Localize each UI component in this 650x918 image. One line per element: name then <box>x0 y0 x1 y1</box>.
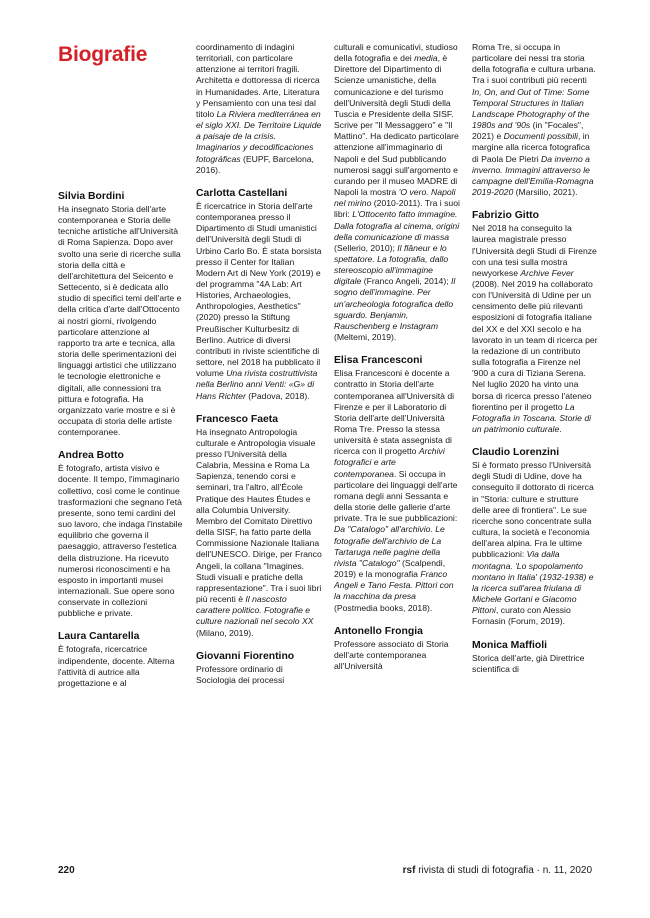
text-run: (2010-2011). Tra i suoi libri: <box>334 198 460 220</box>
journal-abbreviation: rsf <box>402 865 416 876</box>
author-name: Andrea Botto <box>58 450 124 462</box>
text-run: (Sellerio, 2010); <box>334 242 398 253</box>
bio-text <box>334 42 460 343</box>
column-3 <box>334 42 460 672</box>
italic-title: In, On, and Out of Time: Some Temporal Structures in Italian Landscape Photography of the 1980s and '90s <box>472 86 590 131</box>
text-run: (Meltemi, 2019). <box>334 332 397 343</box>
text-run: (Padova, 2018). <box>245 390 310 401</box>
column-4 <box>472 42 598 675</box>
italic-title: Archivi fotografici e arte contemporanea <box>334 446 445 479</box>
column-1 <box>58 42 184 689</box>
bio-text <box>472 653 598 675</box>
bio-entry <box>196 187 322 402</box>
author-name: Monica Maffioli <box>472 639 548 651</box>
text-run: (Postmedia books, 2018). <box>334 602 433 613</box>
text-run: Nel 2018 ha conseguito la laurea magistrale presso l'Università degli Studi di Firenze con una tesi sulla mostra newyorkese <box>472 223 597 278</box>
bio-text <box>58 463 184 619</box>
bio-text <box>196 664 322 686</box>
bio-entry <box>334 625 460 672</box>
italic-title: La Riviera mediterránea en el siglo XXI. De Territoire Liquide a paisaje de la crisis. Imaginarios y decodificaciones fotográficas <box>196 108 322 164</box>
text-run: È fotografa, ricercatrice indipendente, docente. Alterna l'attività di autrice alla progettazione e al <box>58 644 175 688</box>
italic-title: Da "Catalogo" all'archivio. Le fotografie dell'archivio de La Tartaruga nelle pagine della rivista "Catalogo" <box>334 524 445 568</box>
author-name: Claudio Lorenzini <box>472 447 560 459</box>
bio-entry <box>472 209 598 435</box>
journal-title: rivista di studi di fotografia · n. 11, 2020 <box>415 865 592 876</box>
text-run: coordinamento di indagini territoriali, con particolare attenzione ai territori fragili. Architetta e dottoressa di ricerca in Humanidades. Arte, Literatura y Pensamiento con una tesi dal titolo <box>196 42 320 119</box>
bio-entry <box>472 639 598 675</box>
italic-title: L'Ottocento fatto immagine. Dalla fotografia al cinema, origini della comunicazione di massa <box>334 209 460 242</box>
bio-text <box>472 460 598 627</box>
italic-title: Da inverno a inverno. Immagini attraverso le campagne dell'Emilia-Romagna 2019-2020 <box>472 153 594 198</box>
text-run: , in margine alla ricerca fotografica di Paola De Pietri <box>472 131 590 164</box>
italic-title: 'O vero. Napoli nel mirino <box>334 187 456 209</box>
text-run: . Si occupa in particolare dei linguaggi dell'arte romana degli anni Sessanta e della storie delle gallerie d'arte private. Tra le sue pubblicazioni: <box>334 468 458 524</box>
text-run: Roma Tre, si occupa in particolare dei nessi tra storia della fotografia e cultura urbana. Tra i suoi contributi più recenti <box>472 42 596 86</box>
italic-title: La Fotografia in Toscana. Storie di un patrimonio culturale <box>472 401 592 434</box>
bio-entry <box>196 413 322 639</box>
bio-text <box>58 204 184 438</box>
bio-text <box>334 368 460 613</box>
author-name: Francesco Faeta <box>196 413 279 425</box>
text-run: (Franco Angeli, 2014); <box>361 276 451 287</box>
author-name: Silvia Bordini <box>58 191 125 202</box>
text-run: Elisa Francesconi è docente a contratto in Storia dell'arte contemporanea all'Università di Firenze e per il Laboratorio di Storia dell'arte dell'Università Roma Tre. Presso la stessa università è stata assegnista di ricerca con il progetto <box>334 368 455 457</box>
italic-title: media <box>414 53 438 64</box>
italic-title: Una rivista costruttivista nella Berlino anni Venti: «G» di Hans Richter <box>196 368 318 401</box>
text-run: , è Direttore del Dipartimento di Scienze umanistiche, della comunicazione e del turismo dell'Università degli Studi della Tuscia e Presidente della SISF. Scrive per "Il Messaggero" e "Il Mattino". Ha dedicato particolare attenzione all'immaginario di Napoli e del Sud pubblicando numerosi saggi sull'argomento e curando per il museo MADRE di Napoli la mostra <box>334 53 459 198</box>
text-run: (EUPF, Barcelona, 2016). <box>196 153 314 175</box>
italic-title: Il flâneur e lo spettatore. La fotografia, dallo stereoscopio all'immagine digitale <box>334 242 449 287</box>
author-name: Elisa Francesconi <box>334 355 423 367</box>
bio-text <box>472 42 598 198</box>
bio-text <box>196 42 322 176</box>
text-run: Ha insegnato Antropologia culturale e Antropologia visuale presso l'Università della Calabria, Messina e Roma La Sapienza, tenendo corsi e seminari, tra l'altro, all'École Pratique des Hautes Études e alla Columbia University. Membro del Comitato Direttivo della SISF, ha fatto parte della Commissione Nazionale Italiana dell'UNESCO. Dirige, per Franco Angeli, la collana "Imagines. Studi visuali e pratiche della rappresentazione". Tra i suoi libri più recenti è <box>196 426 322 605</box>
bio-text <box>472 223 598 435</box>
bio-entry <box>472 42 598 198</box>
bio-entry <box>334 354 460 613</box>
journal-reference <box>403 865 592 876</box>
text-run: Professore associato di Storia dell'arte contemporanea all'Università <box>334 638 449 671</box>
text-run: (in "Focales", 2021) e <box>472 120 584 142</box>
author-name: Giovanni Fiorentino <box>196 650 295 662</box>
text-run: (Marsilio, 2021). <box>513 187 578 198</box>
text-run: (Scalpendi, 2019) e la monografia <box>334 557 446 580</box>
bio-entry <box>334 42 460 343</box>
italic-title: Il nascosto carattere politico. Fotografie e culture nazionali nel secolo XX <box>196 594 314 627</box>
bio-text <box>58 644 184 689</box>
bio-text <box>196 201 322 402</box>
text-run: culturali e comunicativi, studioso della fotografia e dei <box>334 42 458 64</box>
bio-entry <box>58 190 184 438</box>
text-run: (Milano, 2019). <box>196 627 254 638</box>
italic-title: Documenti possibili <box>503 131 578 142</box>
column-2 <box>196 42 322 686</box>
italic-title: Il sogno dell'immagine. Per un'archeologia fotografica dello sguardo. Benjamin, Rauschenberg e Instagram <box>334 276 456 331</box>
bio-text <box>334 639 460 672</box>
text-run: Ha insegnato Storia dell'arte contemporanea e Storia delle tecniche artistiche all'Università di Roma Sapienza. Dopo aver svolto una serie di ricerche sulla storia della città e dell'architettura del Seicento e Settecento, si è dedicata allo studio di specifici temi dell'arte e della critica d'arte dall'Ottocento ai nostri giorni, rivolgendo particolare attenzione al rapporto tra arte e tecnica, alla storia delle sperimentazioni dei linguaggi artistici che utilizzano le tecnologie elettroniche e digitali, alle connessioni tra pittura e fotografia. Ha organizzato varie mostre e si è occupata di storia delle artiste contemporanee. <box>58 204 182 438</box>
text-run: È fotografo, artista visivo e docente. Il tempo, l'immaginario collettivo, così come le continue trasformazioni che segnano l'età presente, sono temi cardini del suo lavoro, che indaga l'instabile equilibrio che governa il paesaggio, attraverso l'estetica della distruzione. Ha ricevuto numerosi riconoscimenti e ha esposto in importanti musei internazionali. Sue opere sono conservate in collezioni pubbliche e private. <box>58 463 183 619</box>
text-run: Si è formato presso l'Università degli Studi di Udine, dove ha conseguito il dottorato di ricerca in "Storia: culture e strutture delle aree di frontiera". Le sue ricerche sono concentrate sulla cultura, la società e l'economia dell'area alpina. Fra le ultime pubblicazioni: <box>472 460 594 560</box>
text-run: Professore ordinario di Sociologia dei processi <box>196 663 285 685</box>
bio-entry <box>196 650 322 686</box>
author-name: Laura Cantarella <box>58 631 140 643</box>
text-run: (2008). Nel 2019 ha collaborato con l'Università di Udine per un censimento delle più rilevanti esposizioni di fotografia italiane del XX e del XXI secolo e ha lavorato in un team di ricerca per la redazione di un contributo sulla fotografia a Firenze nel '900 a cura di Tiziana Serena. Nel luglio 2020 ha vinto una borsa di ricerca presso l'ateneo fiorentino per il progetto <box>472 278 598 412</box>
author-name: Carlotta Castellani <box>196 187 288 199</box>
author-name: Fabrizio Gitto <box>472 210 539 222</box>
text-run: , curato con Alessio Fornasin (Forum, 2019). <box>472 605 571 627</box>
page-title: Biografie <box>58 43 148 66</box>
bio-entry <box>58 630 184 689</box>
italic-title: Franco Angeli e Tano Festa. Pittori con la macchina da presa <box>334 569 454 602</box>
italic-title: Archive Fever <box>520 267 574 278</box>
text-run: . <box>559 424 562 434</box>
bio-entry <box>472 446 598 627</box>
text-run: È ricercatrice in Storia dell'arte contemporanea presso il Dipartimento di Studi umanistici dell'Università degli Studi di Urbino Carlo Bo. È stata borsista presso il Center for Italian Modern Art di New York (2019) e del programma "4A Lab: Art Histories, Archaeologies, Anthropologies, Aesthetics" (2020) presso la Stiftung Preußischer Kulturbesitz di Berlino. Autrice di diversi contributi in riviste scientifiche di settore, nel 2018 ha pubblicato il volume <box>196 200 322 379</box>
text-run: Storica dell'arte, già Direttrice scientifica di <box>472 652 585 674</box>
bio-entry <box>196 42 322 176</box>
page-number: 220 <box>58 865 75 876</box>
italic-title: Via dalla montagna. 'Lo spopolamento montano in Italia' (1932-1938) e la ricerca sull'area friulana di Michele Gortani e Giacomo Pittoni <box>472 549 594 616</box>
bio-entry <box>58 449 184 619</box>
bio-text <box>196 427 322 639</box>
author-name: Antonello Frongia <box>334 625 423 637</box>
